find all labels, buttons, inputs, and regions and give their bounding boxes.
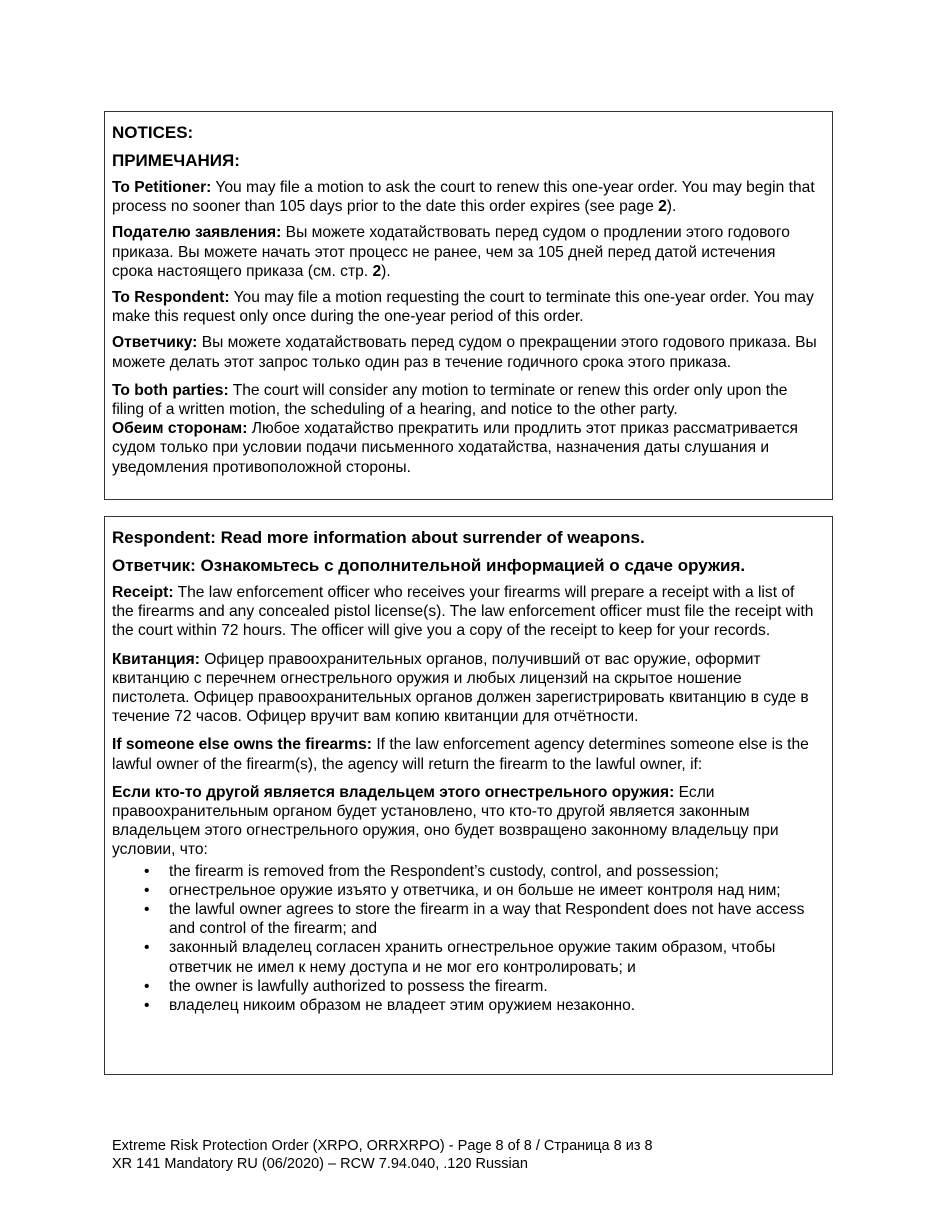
list-item: • the lawful owner agrees to store the firearm in a way that Respondent does not have access and control of the firearm; and — [112, 900, 818, 938]
owner-label-en: If someone else owns the firearms: — [112, 736, 372, 754]
petitioner-label-ru: Подателю заявления: — [112, 224, 282, 242]
list-item: • the owner is lawfully authorized to possess the firearm. — [112, 977, 818, 996]
weapons-section — [104, 516, 833, 1075]
notices-title-en: NOTICES: — [112, 123, 194, 142]
respondent-notice-ru: Ответчику: Вы можете ходатайствовать перед судом о прекращении этого годового приказа. Вы можете делать этот запрос только один раз в течение годичного срока этого приказа. — [112, 334, 817, 371]
respondent-notice-en: To Respondent: You may file a motion requesting the court to terminate this one-year order. You may make this request only once during the one-year period of this order. — [112, 289, 814, 326]
petitioner-label-en: To Petitioner: — [112, 179, 212, 196]
both-parties-notice-ru: Обеим сторонам: Любое ходатайство прекратить или продлить этот приказ рассматривается судом только при условии подачи письменного ходатайства, назначения даты слушания и уведомления противоположной стороны. — [112, 420, 798, 476]
both-parties-notice-en: To both parties: The court will consider any motion to terminate or renew this order only upon the filing of a written motion, the scheduling of a hearing, and notice to the other party. — [112, 381, 788, 419]
list-item: • законный владелец согласен хранить огнестрельное оружие таким образом, чтобы ответчик не имел к нему доступа и не мог его контролировать; и — [112, 938, 818, 976]
respondent-label-en: To Respondent: — [112, 289, 230, 307]
owner-label-ru: Если кто-то другой является владельцем этого огнестрельного оружия: — [112, 783, 675, 801]
owner-text-ru: Если кто-то другой является владельцем этого огнестрельного оружия: Если правоохранительным органом будет установлено, что кто-то другой является законным владельцем этого огнестрельного оружия, оно будет возвращено законному владельцу при условии, что: — [112, 783, 779, 859]
owner-text-en: If someone else owns the firearms: If the law enforcement agency determines someone else is the lawful owner of the firearm(s), the agency will return the firearm to the lawful owner, if: — [112, 736, 809, 773]
receipt-text-ru: Квитанция: Офицер правоохранительных органов, получивший от вас оружие, оформит квитанцию с перечнем огнестрельного оружия и любых лицензий на скрытое ношение пистолета. Офицер правоохранительных органов должен зарегистрировать квитанцию в суде в течение 72 часов. Офицер вручит вам копию квитанции для отчётности. — [112, 650, 809, 726]
notices-title-ru: ПРИМЕЧАНИЯ: — [112, 151, 240, 170]
receipt-label-ru: Квитанция: — [112, 650, 200, 668]
receipt-text-en: Receipt: The law enforcement officer who receives your firearms will prepare a receipt with a list of the firearms and any concealed pistol license(s). The law enforcement officer must file the receipt with the court within 72 hours. The officer will give you a copy of the receipt to keep for your records. — [112, 584, 814, 640]
notices-section — [104, 111, 833, 500]
footer-line-1: Extreme Risk Protection Order (XRPO, ORRXRPO) - Page 8 of 8 / Страница 8 из 8 — [112, 1138, 653, 1154]
list-item: • владелец никоим образом не владеет этим оружием незаконно. — [112, 996, 818, 1015]
both-parties-label-en: To both parties: — [112, 381, 229, 399]
page-footer — [112, 1137, 653, 1173]
respondent-label-ru: Ответчику: — [112, 334, 198, 352]
list-item: • огнестрельное оружие изъято у ответчика, и он больше не имеет контроля над ним; — [112, 881, 818, 900]
weapons-title-en: Respondent: Read more information about surrender of weapons. — [112, 528, 645, 547]
petitioner-notice-ru: Подателю заявления: Вы можете ходатайствовать перед судом о продлении этого годового приказа. Вы можете начать этот процесс не ранее, чем за 105 дней перед датой истечения срока настоящего приказа (см. стр. 2). — [112, 224, 790, 280]
conditions-list — [112, 862, 818, 1016]
weapons-title-ru: Ответчик: Ознакомьтесь с дополнительной информацией о сдаче оружия. — [112, 556, 746, 575]
list-item: • the firearm is removed from the Respondent’s custody, control, and possession; — [112, 862, 818, 881]
footer-line-2: XR 141 Mandatory RU (06/2020) – RCW 7.94.040, .120 Russian — [112, 1156, 528, 1172]
petitioner-notice-en: To Petitioner: You may file a motion to ask the court to renew this one-year order. You may begin that process no sooner than 105 days prior to the date this order expires (see page 2). — [112, 179, 815, 216]
receipt-label-en: Receipt: — [112, 584, 174, 601]
both-parties-label-ru: Обеим сторонам: — [112, 420, 248, 438]
